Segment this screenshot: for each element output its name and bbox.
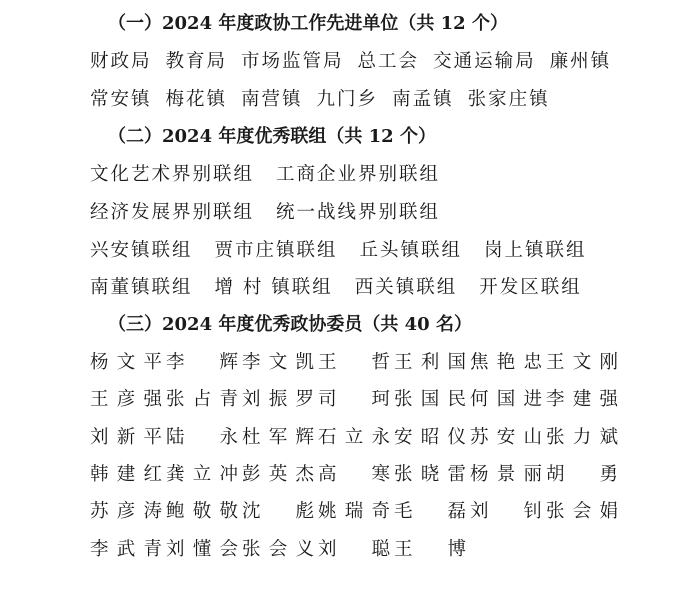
member-name: 李 辉 — [166, 352, 238, 373]
member-name: 刘 钊 — [470, 501, 542, 522]
member-name: 石立永 — [318, 427, 390, 448]
member-list-row — [90, 498, 622, 526]
list-item: 九门乡 — [316, 89, 379, 110]
member-name: 王彦强 — [90, 389, 162, 410]
list-item: 南孟镇 — [392, 89, 454, 110]
member-name: 姚瑞奇 — [318, 501, 390, 522]
member-name: 王利国 — [394, 352, 466, 373]
member-name: 张会义 — [242, 539, 314, 560]
member-name: 李建强 — [546, 389, 618, 410]
member-name: 王 博 — [394, 539, 466, 560]
member-list-row — [90, 349, 622, 377]
member-name: 张会娟 — [546, 501, 618, 522]
list-item: 西关镇联组 — [354, 277, 458, 298]
section-heading-members: （三）2024 年度优秀政协委员（共 40 名） — [108, 314, 472, 335]
list-item: 岗上镇联组 — [484, 240, 587, 261]
member-name: 安昭仪 — [394, 427, 466, 448]
list-item: 南董镇联组 — [90, 277, 193, 298]
member-name: 鲍敬敬 — [166, 501, 238, 522]
list-item: 开发区联组 — [479, 277, 582, 298]
section-heading-units: （一）2024 年度政协工作先进单位（共 12 个） — [108, 13, 508, 34]
member-name: 刘新平 — [90, 427, 162, 448]
unit-list-row — [90, 86, 564, 114]
member-name: 刘懂会 — [166, 539, 238, 560]
list-item: 工商企业界别联组 — [276, 164, 441, 185]
member-name: 王文刚 — [546, 352, 618, 373]
member-name: 苏安山 — [470, 427, 542, 448]
member-list-row — [90, 536, 470, 564]
member-name: 刘振罗 — [242, 389, 314, 410]
member-name: 韩建红 — [90, 464, 162, 485]
list-item: 总工会 — [357, 51, 420, 72]
member-name: 彭英杰 — [242, 464, 314, 485]
list-item: 南营镇 — [241, 89, 303, 110]
list-item: 常安镇 — [90, 89, 152, 110]
member-list-row — [90, 386, 622, 414]
member-name: 沈 彪 — [242, 501, 314, 522]
list-item: 教育局 — [165, 51, 228, 72]
member-name: 何国进 — [470, 389, 542, 410]
member-name: 李武青 — [90, 539, 162, 560]
member-name: 胡 勇 — [546, 464, 618, 485]
member-name: 张国民 — [394, 389, 466, 410]
list-item: 文化艺术界别联组 — [90, 164, 255, 185]
list-item: 交通运输局 — [433, 51, 536, 72]
member-name: 王 哲 — [318, 352, 390, 373]
member-name: 焦艳忠 — [470, 352, 542, 373]
list-item: 梅花镇 — [165, 89, 228, 110]
list-item: 贾市庄镇联组 — [214, 240, 338, 261]
list-item: 丘头镇联组 — [359, 240, 463, 261]
member-name: 李文凯 — [242, 352, 314, 373]
member-name: 龚立冲 — [166, 464, 238, 485]
group-list-row — [90, 199, 462, 227]
member-name: 司 珂 — [318, 389, 390, 410]
unit-list-row — [90, 48, 625, 76]
group-list-row — [90, 237, 609, 265]
list-item: 张家庄镇 — [467, 89, 550, 110]
group-list-row — [90, 274, 604, 302]
section-heading-groups: （二）2024 年度优秀联组（共 12 个） — [108, 126, 436, 147]
member-list-row — [90, 461, 622, 489]
group-list-row — [90, 161, 462, 189]
member-name: 杜军辉 — [242, 427, 314, 448]
list-item: 兴安镇联组 — [90, 240, 193, 261]
member-name: 杨景丽 — [470, 464, 542, 485]
list-item: 统一战线界别联组 — [276, 202, 441, 223]
member-name: 毛 磊 — [394, 501, 466, 522]
list-item: 经济发展界别联组 — [90, 202, 255, 223]
member-name: 高 寒 — [318, 464, 390, 485]
list-item: 增 村 镇联组 — [214, 277, 333, 298]
member-name: 张晓雷 — [394, 464, 466, 485]
member-name: 张力斌 — [546, 427, 618, 448]
member-list-row — [90, 424, 622, 452]
list-item: 市场监管局 — [241, 51, 344, 72]
member-name: 陆 永 — [166, 427, 238, 448]
member-name: 刘 聪 — [318, 539, 390, 560]
list-item: 廉州镇 — [549, 51, 612, 72]
list-item: 财政局 — [90, 51, 152, 72]
member-name: 苏彦涛 — [90, 501, 162, 522]
member-name: 杨文平 — [90, 352, 162, 373]
member-name: 张占青 — [166, 389, 238, 410]
